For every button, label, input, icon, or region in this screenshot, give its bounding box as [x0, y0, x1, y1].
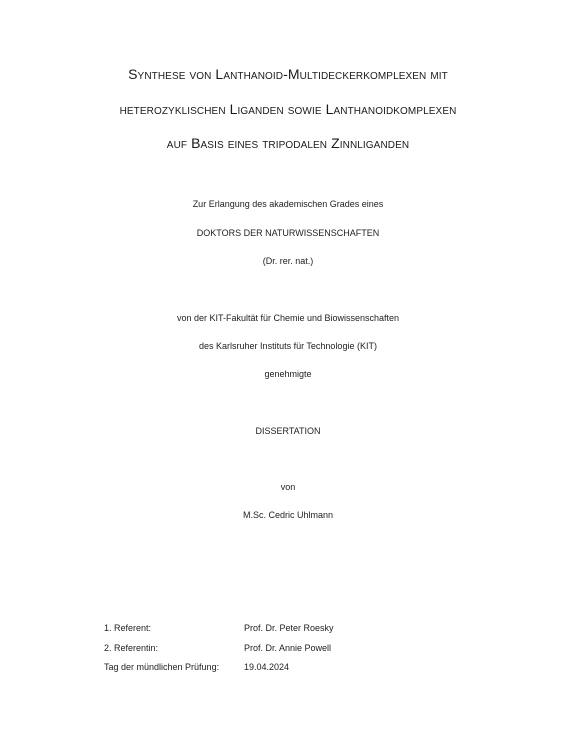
committee-label: Tag der mündlichen Prüfung:	[104, 662, 220, 672]
committee-value: Prof. Dr. Annie Powell	[244, 643, 332, 653]
committee-label: 1. Referent:	[104, 623, 152, 633]
author-name: M.Sc. Cedric Uhlmann	[242, 510, 334, 520]
document-type: DISSERTATION	[255, 426, 321, 436]
degree-name: DOKTORS DER NATURWISSENSCHAFTEN	[196, 228, 380, 238]
degree-abbreviation: (Dr. rer. nat.)	[262, 256, 314, 266]
committee-value: Prof. Dr. Peter Roesky	[244, 623, 334, 633]
thesis-title-line-2: heterozyklischen Liganden sowie Lanthanoidkomplexen	[119, 101, 457, 117]
committee-label: 2. Referentin:	[104, 643, 159, 653]
thesis-title-line-3: auf Basis eines tripodalen Zinnliganden	[166, 135, 410, 151]
degree-intro: Zur Erlangung des akademischen Grades eines	[192, 199, 384, 209]
faculty-line: von der KIT-Fakultät für Chemie und Biowissenschaften	[176, 313, 400, 323]
thesis-title-line-1: Synthese von Lanthanoid-Multideckerkomplexen mit	[128, 66, 448, 82]
approved-line: genehmigte	[264, 369, 312, 379]
author-von: von	[280, 482, 296, 492]
committee-value: 19.04.2024	[244, 662, 290, 672]
institute-line: des Karlsruher Instituts für Technologie (KIT)	[199, 341, 377, 351]
